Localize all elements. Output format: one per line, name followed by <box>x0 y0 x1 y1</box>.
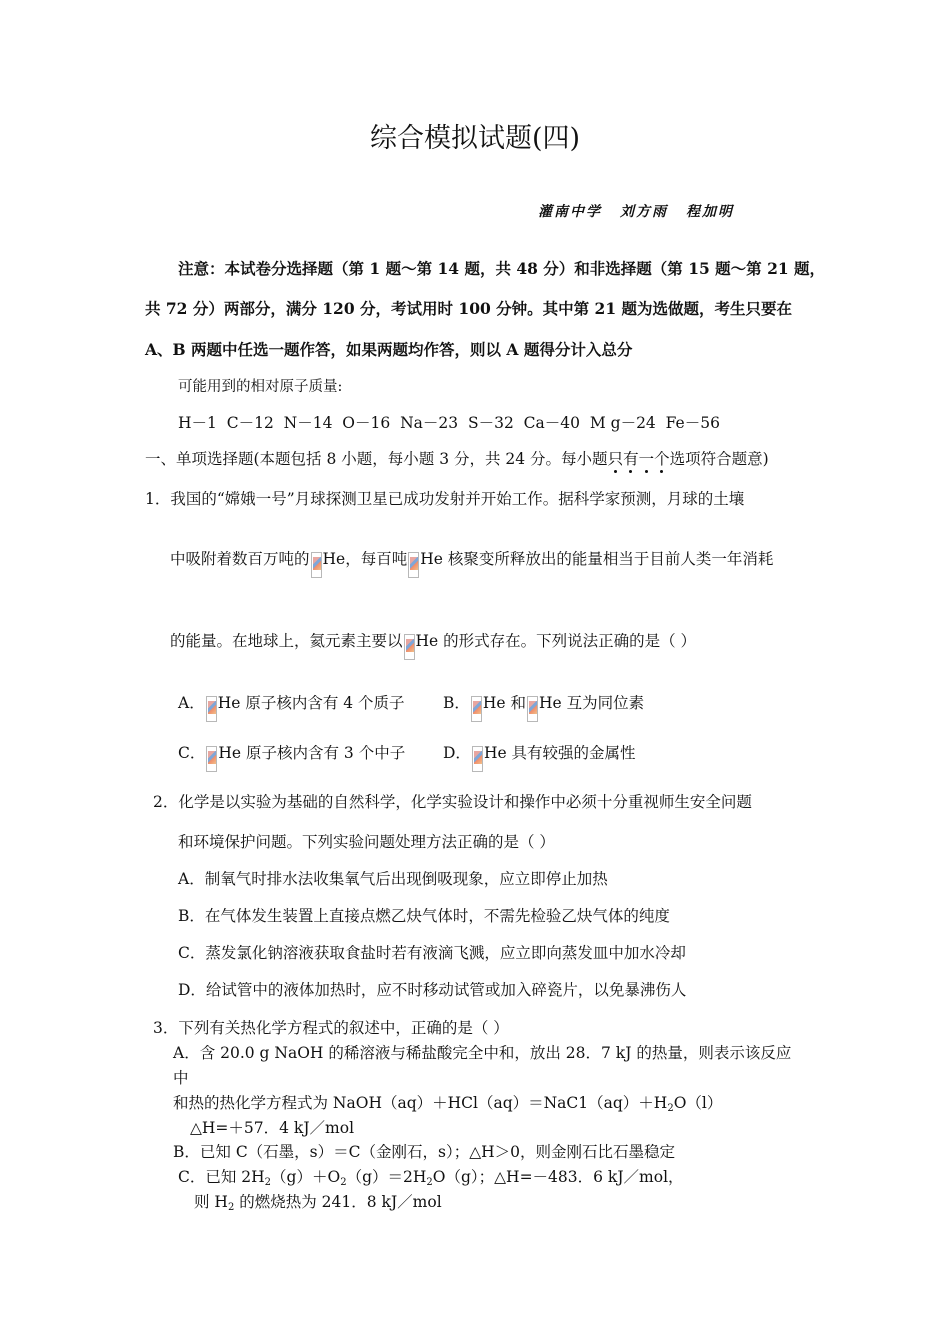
option-text: He 具有较强的金属性 <box>483 744 636 762</box>
equation-text: O（g）；△H=－483．6 kJ／mol， <box>432 1168 684 1186</box>
q2-stem-line-2: 和环境保护问题。下列实验问题处理方法正确的是（ ） <box>178 833 555 851</box>
q1-option-a <box>178 693 405 722</box>
q2-option-c: C．蒸发氯化钠溶液获取食盐时若有液滴飞溅，应立即向蒸发皿中加水冷却 <box>178 944 686 962</box>
broken-image-icon <box>206 746 217 772</box>
q1-text: 的能量。在地球上，氦元素主要以 <box>170 632 403 650</box>
q1-stem-line-1: 1．我国的“嫦娥一号”月球探测卫星已成功发射并开始工作。据科学家预测，月球的土壤 <box>145 490 745 508</box>
q1-stem-line-2 <box>170 549 773 578</box>
option-label: A． <box>178 694 205 712</box>
broken-image-icon <box>471 696 482 722</box>
option-text: He 原子核内含有 3 个中子 <box>218 744 406 762</box>
option-label: C． <box>178 744 206 762</box>
q3-option-c-line-2 <box>194 1192 442 1212</box>
emphasis-char: 只 <box>607 450 624 468</box>
atomic-mass-values: H－1 C－12 N－14 O－16 Na－23 S－32 Ca－40 M g－24 Fe－56 <box>178 414 720 432</box>
q3-option-a-line-2 <box>173 1093 722 1113</box>
section-heading-post: 选项符合题意) <box>669 450 769 468</box>
subscript: 2 <box>340 1177 347 1188</box>
q1-text: He 的形式存在。下列说法正确的是（ ） <box>415 632 697 650</box>
q3-option-b: B．已知 C（石墨，s）＝C（金刚石，s）；△H＞0，则金刚石比石墨稳定 <box>173 1143 675 1161</box>
equation-text: O（l） <box>673 1094 723 1112</box>
section-heading-pre: 一、单项选择题(本题包括 8 小题，每小题 3 分，共 24 分。每小题 <box>145 450 608 468</box>
notice-line-2: 共 72 分）两部分，满分 120 分，考试用时 100 分钟。其中第 21 题为选做题，考生只要在 <box>145 299 793 318</box>
notice-line-3: A、B 两题中任选一题作答，如果两题均作答，则以 A 题得分计入总分 <box>145 340 633 359</box>
q1-option-c <box>178 743 405 772</box>
author-school: 灌南中学 <box>538 204 602 220</box>
section-1-heading <box>145 449 769 469</box>
q1-option-d <box>443 743 636 772</box>
equation-text: （g）＋O <box>271 1168 341 1186</box>
broken-image-icon <box>408 552 419 578</box>
equation-text: C．已知 2H <box>178 1168 265 1186</box>
page-title: 综合模拟试题(四) <box>369 123 581 154</box>
subscript: 2 <box>264 1177 272 1188</box>
emphasis-char: 有 <box>623 450 639 468</box>
author-name-2: 程加明 <box>686 204 734 220</box>
q3-stem: 3．下列有关热化学方程式的叙述中，正确的是（ ） <box>153 1019 509 1037</box>
emphasis-char: 个 <box>654 450 670 468</box>
notice-line-1: 注意：本试卷分选择题（第 1 题～第 14 题，共 48 分）和非选择题（第 15 题～第 21 题， <box>178 259 826 278</box>
broken-image-icon <box>472 746 483 772</box>
q1-text: 中吸附着数百万吨的 <box>170 550 310 568</box>
broken-image-icon <box>527 696 538 722</box>
q2-option-d: D．给试管中的液体加热时，应不时移动试管或加入碎瓷片，以免暴沸伤人 <box>178 981 687 999</box>
option-text: He 和 <box>482 694 527 712</box>
q1-option-b <box>443 693 644 722</box>
option-text: He 互为同位素 <box>539 694 645 712</box>
equation-text: 则 H <box>194 1193 228 1211</box>
q3-option-a-line-1: A．含 20.0 g NaOH 的稀溶液与稀盐酸完全中和，放出 28．7 kJ 的热量，则表示该反应 <box>173 1044 792 1062</box>
q2-option-a: A．制氧气时排水法收集氧气后出现倒吸现象，应立即停止加热 <box>178 870 608 888</box>
q1-stem-line-3 <box>170 631 696 660</box>
q3-option-c-line-1 <box>178 1167 684 1187</box>
broken-image-icon <box>311 552 322 578</box>
atomic-mass-label: 可能用到的相对原子质量: <box>178 379 343 395</box>
equation-text: （g）＝2H <box>346 1168 427 1186</box>
author-name-1: 刘方雨 <box>620 204 668 220</box>
subscript: 2 <box>426 1177 433 1188</box>
q2-stem-line-1: 2．化学是以实验为基础的自然科学，化学实验设计和操作中必须十分重视师生安全问题 <box>153 793 752 811</box>
emphasis-char: 一 <box>638 450 655 468</box>
broken-image-icon <box>404 634 415 660</box>
subscript: 2 <box>667 1103 674 1114</box>
option-label: B． <box>443 694 470 712</box>
q3-option-a-line-1b: 中 <box>173 1069 189 1087</box>
author-line <box>538 201 752 221</box>
q3-option-a-line-3: △H=＋57．4 kJ／mol <box>190 1119 355 1137</box>
equation-text: 和热的热化学方程式为 NaOH（aq）＋HCl（aq）＝NaC1（aq）＋H <box>173 1094 668 1112</box>
q1-text: He 核聚变所释放出的能量相当于目前人类一年消耗 <box>420 550 774 568</box>
q1-text: He，每百吨 <box>322 550 408 568</box>
option-text: He 原子核内含有 4 个质子 <box>217 694 405 712</box>
option-label: D． <box>443 744 471 762</box>
q2-option-b: B．在气体发生装置上直接点燃乙炔气体时，不需先检验乙炔气体的纯度 <box>178 907 670 925</box>
subscript: 2 <box>227 1202 235 1213</box>
equation-text: 的燃烧热为 241．8 kJ／mol <box>234 1193 442 1211</box>
broken-image-icon <box>206 696 217 722</box>
